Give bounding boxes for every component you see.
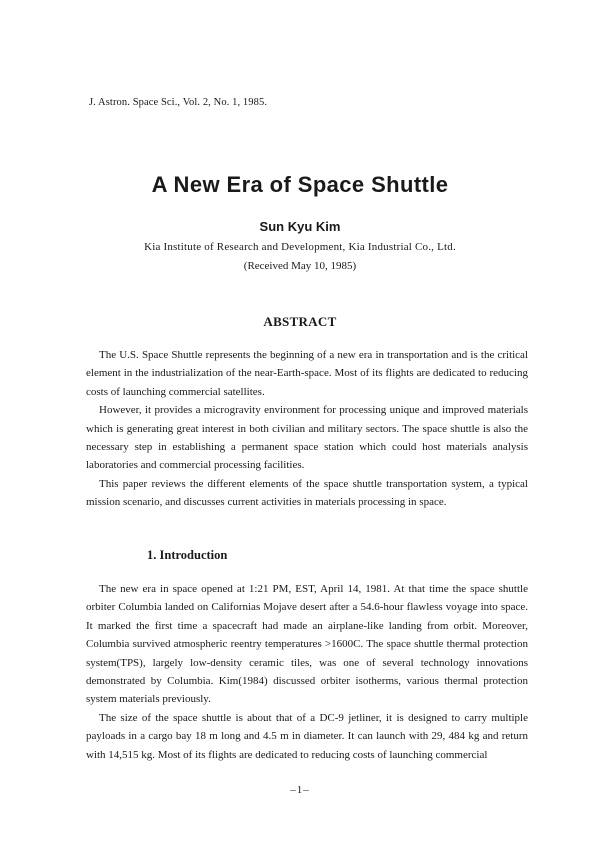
journal-reference: J. Astron. Space Sci., Vol. 2, No. 1, 1985. — [89, 97, 268, 108]
introduction-paragraph: The new era in space opened at 1:21 PM, EST, April 14, 1981. At that time the space shuttle orbiter Columbia landed on Californias Mojave desert after a 54.6-hour flawless voyage into space. It marked the first time a spacecraft had made an airplane-like landing from orbit. Moreover, Columbia survived atmospheric reentry temperatures >1600C. The space shuttle thermal protection system(TPS), largely low-density ceramic tiles, was one of several technology innovations demonstrated by Columbia. Kim(1984) discussed orbiter isotherms, various thermal protection system materials previously. — [86, 583, 528, 706]
abstract-paragraph: This paper reviews the different elements of the space shuttle transportation system, a typical mission scenario, and discusses current activities in materials processing in space. — [86, 477, 528, 509]
section-heading-introduction: 1. Introduction — [147, 548, 228, 562]
received-date: (Received May 10, 1985) — [243, 260, 357, 272]
abstract-body — [86, 346, 528, 512]
page-number: –1– — [290, 784, 310, 796]
abstract-paragraph: The U.S. Space Shuttle represents the beginning of a new era in transportation and is the critical element in the industrialization of the near-Earth-space. Most of its flights are dedicated to reducing costs of launching commercial satellites. — [86, 349, 528, 398]
author-name: Sun Kyu Kim — [259, 219, 341, 234]
abstract-paragraph: However, it provides a microgravity environment for processing unique and improved materials which is generating great interest in both civilian and military sectors. The space shuttle is also the necessary step in establishing a permanent space station which could host materials analysis laboratories and commercial processing facilities. — [86, 404, 528, 472]
abstract-heading: ABSTRACT — [263, 314, 337, 329]
introduction-paragraph: The size of the space shuttle is about that of a DC-9 jetliner, it is designed to carry multiple payloads in a cargo bay 18 m long and 4.5 m in diameter. It can launch with 29, 484 kg and return with 14,515 kg. Most of its flights are dedicated to reducing costs of launching commercial — [86, 711, 528, 761]
paper-title: A New Era of Space Shuttle — [151, 172, 449, 197]
introduction-body — [86, 580, 528, 764]
author-affiliation: Kia Institute of Research and Development, Kia Industrial Co., Ltd. — [144, 241, 456, 253]
